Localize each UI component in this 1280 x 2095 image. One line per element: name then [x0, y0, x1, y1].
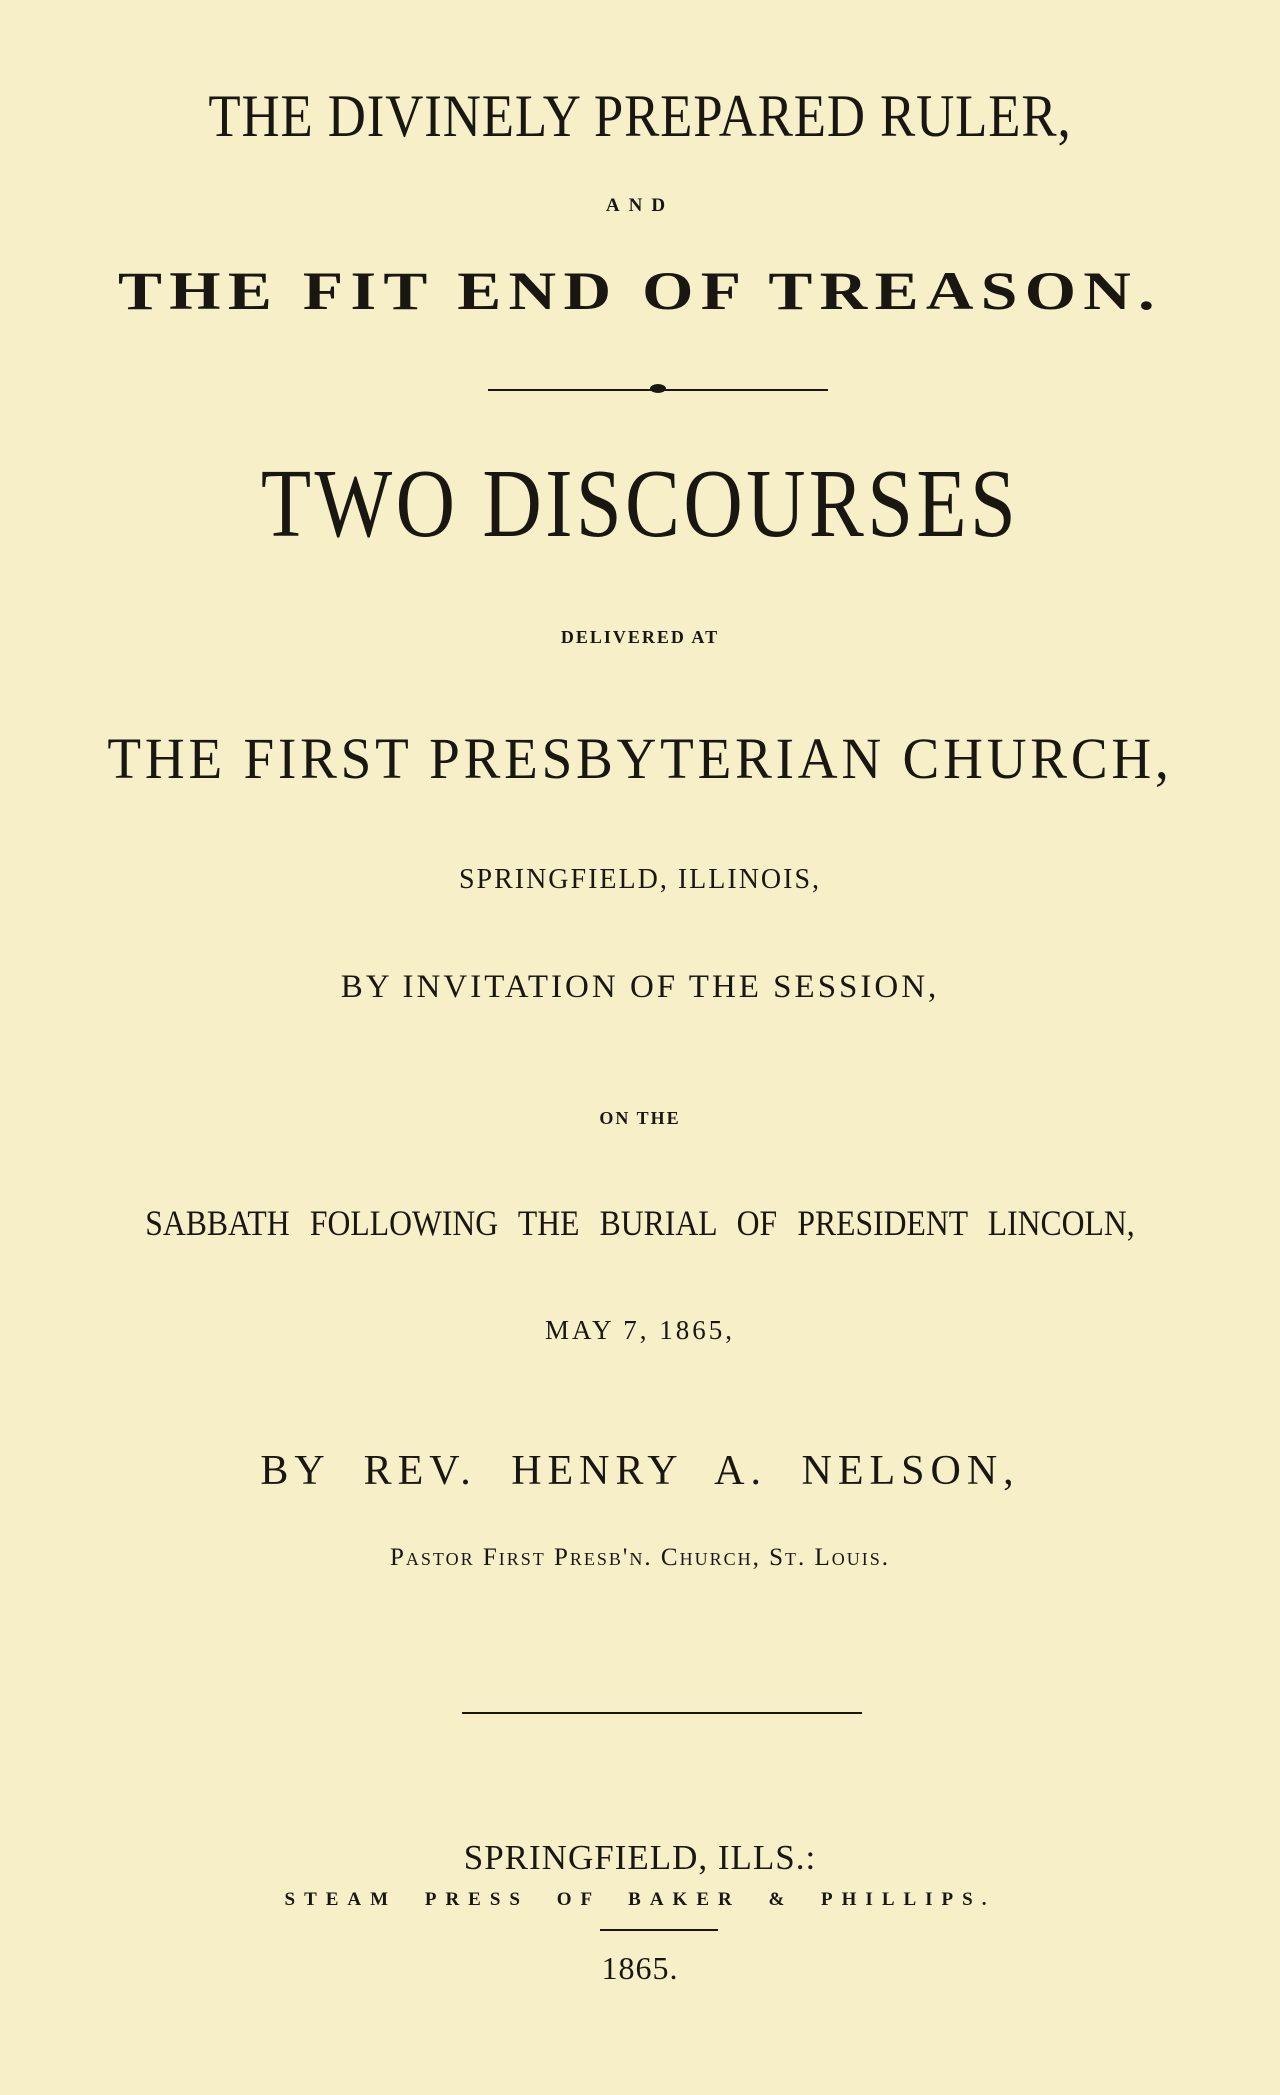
imprint-year: 1865. — [601, 1950, 679, 1986]
delivered-at-text: DELIVERED AT — [560, 627, 720, 647]
imprint-rule — [600, 1929, 718, 1931]
main-heading: TWO DISCOURSES — [260, 450, 1020, 558]
church-name: THE FIRST PRESBYTERIAN CHURCH, — [107, 726, 1173, 791]
place-text: SPRINGFIELD, ILLINOIS, — [458, 864, 822, 895]
rule-ornament — [650, 384, 666, 393]
author-role: Pastor First Presb'n. Church, St. Louis. — [389, 1544, 891, 1571]
invitation-text: BY INVITATION OF THE SESSION, — [340, 969, 940, 1005]
date-text: MAY 7, 1865, — [544, 1315, 736, 1345]
title-line-2: THE FIT END OF TREASON. — [118, 261, 1162, 321]
title-line-1: THE DIVINELY PREPARED RULER, — [208, 83, 1072, 149]
imprint-city: SPRINGFIELD, ILLS.: — [463, 1838, 817, 1877]
occasion-text: SABBATH FOLLOWING THE BURIAL OF PRESIDENT LINCOLN, — [145, 1203, 1135, 1243]
divider-rule — [462, 1712, 862, 1714]
on-the-text: ON THE — [599, 1108, 681, 1128]
author-name: BY REV. HENRY A. NELSON, — [260, 1448, 1020, 1494]
imprint-press: STEAM PRESS OF BAKER & PHILLIPS. — [284, 1889, 996, 1910]
title-conjunction: AND — [605, 195, 675, 216]
